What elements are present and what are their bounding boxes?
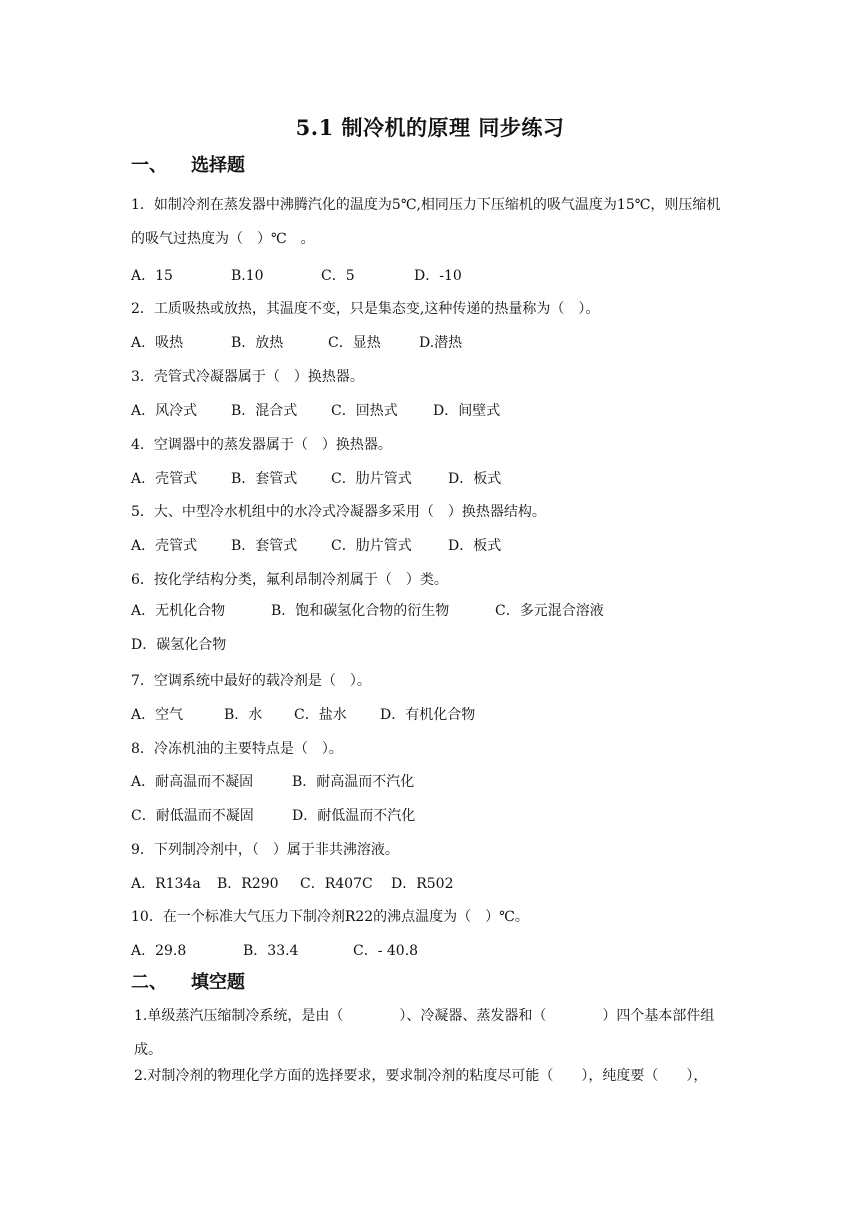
option-a: A．壳管式 bbox=[131, 471, 198, 487]
option-b: B．耐高温而不汽化 bbox=[292, 774, 415, 790]
option-c: C．回热式 bbox=[331, 403, 398, 419]
question-8-options-row-1 bbox=[131, 771, 414, 791]
page-title: 5.1 制冷机的原理 同步练习 bbox=[295, 115, 565, 140]
fill-question-2: 2.对制冷剂的物理化学方面的选择要求，要求制冷剂的粘度尽可能（ ），纯度要（ ）， bbox=[134, 1068, 708, 1084]
option-b: B．放热 bbox=[231, 335, 284, 351]
question-8-text: 8．冷冻机油的主要特点是（ ）。 bbox=[131, 741, 343, 757]
question-3-options bbox=[131, 400, 500, 420]
section-label: 选择题 bbox=[191, 155, 245, 176]
section-number: 一、 bbox=[131, 155, 167, 176]
section-heading-choice bbox=[131, 151, 245, 177]
option-a: A．15 bbox=[131, 268, 173, 284]
question-4-text: 4．空调器中的蒸发器属于（ ）换热器。 bbox=[131, 437, 392, 453]
option-d: D．耐低温而不汽化 bbox=[292, 808, 416, 824]
question-2-text: 2．工质吸热或放热，其温度不变，只是集态变,这种传递的热量称为（ ）。 bbox=[131, 301, 600, 317]
section-label: 填空题 bbox=[191, 972, 245, 993]
option-d: D．板式 bbox=[448, 471, 502, 487]
option-a: A．风冷式 bbox=[131, 403, 198, 419]
question-10-options bbox=[131, 940, 418, 960]
option-c: C．耐低温而不凝固 bbox=[131, 808, 254, 824]
option-d: D．间壁式 bbox=[433, 403, 501, 419]
option-b: B．混合式 bbox=[231, 403, 298, 419]
option-d: D．有机化合物 bbox=[380, 707, 476, 723]
option-c: C．R407C bbox=[300, 876, 373, 892]
question-3-text: 3．壳管式冷凝器属于（ ）换热器。 bbox=[131, 369, 364, 385]
question-2-options bbox=[131, 332, 462, 352]
option-c: C．盐水 bbox=[294, 707, 347, 723]
question-5-options bbox=[131, 535, 501, 555]
question-6-options bbox=[131, 594, 731, 662]
question-7-text: 7．空调系统中最好的载冷剂是（ ）。 bbox=[131, 673, 371, 689]
option-a: A．吸热 bbox=[131, 335, 184, 351]
option-c: C．肋片管式 bbox=[331, 471, 412, 487]
option-a: A．29.8 bbox=[131, 943, 187, 959]
question-9-text: 9．下列制冷剂中，（ ）属于非共沸溶液。 bbox=[131, 842, 399, 858]
option-c: C．肋片管式 bbox=[331, 538, 412, 554]
option-c: C．- 40.8 bbox=[353, 943, 419, 959]
question-7-options bbox=[131, 704, 475, 724]
option-b: B.10 bbox=[231, 268, 264, 284]
section-number: 二、 bbox=[131, 972, 167, 993]
question-1-options bbox=[131, 265, 462, 285]
section-heading-fill bbox=[131, 968, 245, 994]
fill-question-1: 1.单级蒸汽压缩制冷系统，是由（ ）、冷凝器、蒸发器和（ ）四个基本部件组成。 bbox=[134, 1008, 715, 1058]
option-a: A．壳管式 bbox=[131, 538, 198, 554]
option-d: D．-10 bbox=[414, 268, 462, 284]
option-b: B．R290 bbox=[217, 876, 279, 892]
option-a: A．无机化合物 bbox=[131, 603, 226, 619]
option-b: B．套管式 bbox=[231, 538, 298, 554]
question-6-text: 6．按化学结构分类，氟利昂制冷剂属于（ ）类。 bbox=[131, 572, 448, 588]
option-b: B．饱和碳氢化合物的衍生物 bbox=[271, 603, 450, 619]
option-d: D．R502 bbox=[391, 876, 454, 892]
option-d: D.潜热 bbox=[419, 335, 463, 351]
option-a: A．R134a bbox=[131, 876, 201, 892]
option-a: A．耐高温而不凝固 bbox=[131, 774, 254, 790]
option-d: D．碳氢化合物 bbox=[131, 637, 227, 653]
question-8-options-row-2 bbox=[131, 805, 415, 825]
option-d: D．板式 bbox=[448, 538, 502, 554]
option-c: C．多元混合溶液 bbox=[495, 603, 604, 619]
option-a: A．空气 bbox=[131, 707, 184, 723]
question-9-options bbox=[131, 873, 454, 893]
option-b: B．33.4 bbox=[243, 943, 299, 959]
question-4-options bbox=[131, 468, 501, 488]
question-10-text: 10．在一个标准大气压力下制冷剂R22的沸点温度为（ ）℃。 bbox=[131, 909, 529, 925]
option-c: C．显热 bbox=[328, 335, 381, 351]
question-5-text: 5．大、中型冷水机组中的水冷式冷凝器多采用（ ）换热器结构。 bbox=[131, 504, 546, 520]
option-b: B．水 bbox=[224, 707, 263, 723]
question-1-text: 1．如制冷剂在蒸发器中沸腾汽化的温度为5℃,相同压力下压缩机的吸气温度为15℃，则压缩机的吸气过热度为（ ）℃ 。 bbox=[131, 197, 721, 247]
option-c: C．5 bbox=[321, 268, 355, 284]
option-b: B．套管式 bbox=[231, 471, 298, 487]
